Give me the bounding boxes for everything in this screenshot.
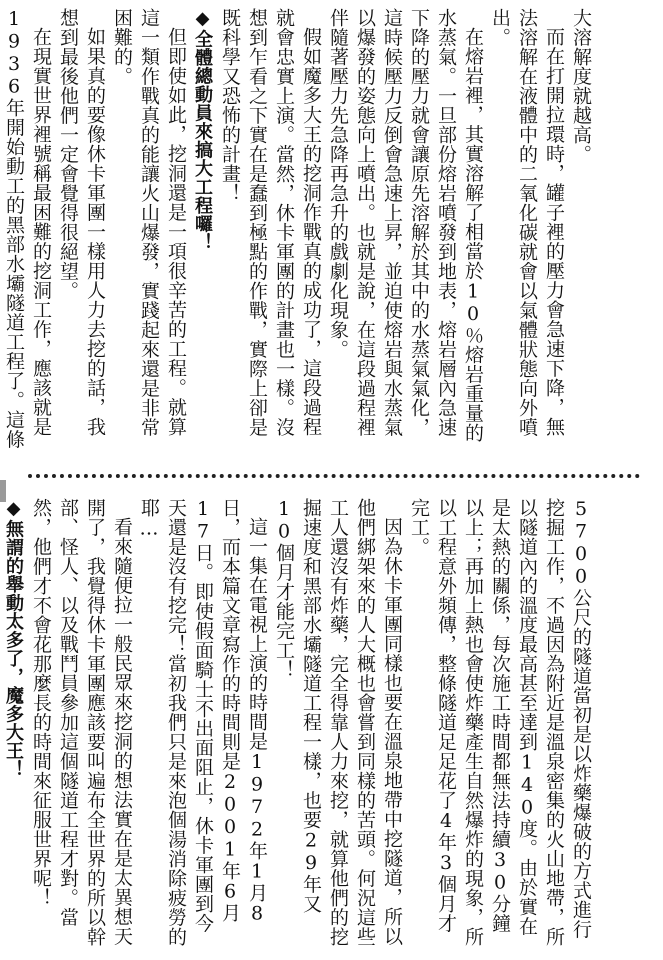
section-heading-text: 全體總動員來搞大工程囉！ [192, 29, 213, 252]
paragraph: 而在打開拉環時，罐子裡的壓力會急速下降，無法溶解在液體中的二氧化碳就會以氣體狀態向外噴出。 [489, 8, 565, 437]
paragraph: 如果真的要像休卡軍團一樣用人力去挖的話，我想到最後他們一定會覺得很絕望。 [57, 8, 106, 437]
section-heading-text: 無謂的舉動太多了，魔多大王！ [3, 519, 24, 779]
lower-text-block [3, 498, 594, 950]
paragraph: 因為休卡軍團同樣也要在溫泉地帶中挖隧道，所以他們綁架來的人大概也會嘗到同樣的苦頭。何況這些工人還沒有炸藥，完全得靠人力來挖，就算他們的挖掘速度和黑部水壩隧道工程一樣，也要29年又10個月才能完工！ [273, 498, 403, 947]
section-heading [0, 498, 27, 950]
paragraph: 看來隨便拉一般民眾來挖洞的想法實在是太異想天開了，我覺得休卡軍團應該要叫遍布全世界的所以幹部、怪人、以及戰鬥員參加這個隧道工程才對。當然，他們才不會花那麼長的時間來征服世界呢！ [30, 498, 133, 947]
paragraph: 在現實世界裡號稱最困難的挖洞工作，應該就是1936年開始動工的黑部水壩隧道工程了。這條 [3, 8, 52, 449]
paragraph: 5700公尺的隧道當初是以炸藥爆破的方式進行挖掘工作，不過因為附近是溫泉密集的火山地帶，所以隧道內的溫度最高甚至達到140度。由於實在是太熱的關係，每次施工時間都無法持續30分鐘以上；再加上熱也會使炸藥產生自然爆炸的現象，所以工程意外頻傳，整條隧道足足花了4年3個月才完工。 [408, 498, 592, 947]
section-heading [189, 8, 216, 453]
diamond-bullet-icon: ◆ [3, 498, 24, 520]
paragraph: 在熔岩裡，其實溶解了相當於10％熔岩重量的水蒸氣。一旦部份熔岩噴發到地表，熔岩層內急速下降的壓力就會讓原先溶解於其中的水蒸氣氣化，這時候壓力反倒會急速上昇，並迫使熔岩與水蒸氣以爆發的姿態向上噴出。也就是說，在這段過程裡伴隨著壓力先急降再急升的戲劇化現象。 [327, 8, 484, 443]
dotted-divider [28, 474, 640, 478]
paragraph: 但即使如此，挖洞還是一項很辛苦的工程。就算這一類作戰真的能讓火山爆發，實踐起來還是非常困難的。 [111, 8, 187, 437]
paragraph: 假如魔多大王的挖洞作戰真的成功了，這段過程就會忠實上演。當然，休卡軍團的計畫也一樣。沒想到乍看之下實在是蠢到極點的作戰，實際上卻是既科學又恐怖的計畫！ [219, 8, 322, 437]
upper-text-block [3, 8, 594, 453]
diamond-bullet-icon: ◆ [192, 8, 213, 30]
paragraph: 大溶解度就越高。 [570, 8, 592, 164]
paragraph: 這一集在電視上演的時間是1972年1月8日，而本篇文章寫作的時間則是2001年6月17日。即使假面騎士不出面阻止，休卡軍團到今天還是沒有挖完！當初我們只是來泡個湯消除疲勞的耶… [138, 498, 268, 947]
